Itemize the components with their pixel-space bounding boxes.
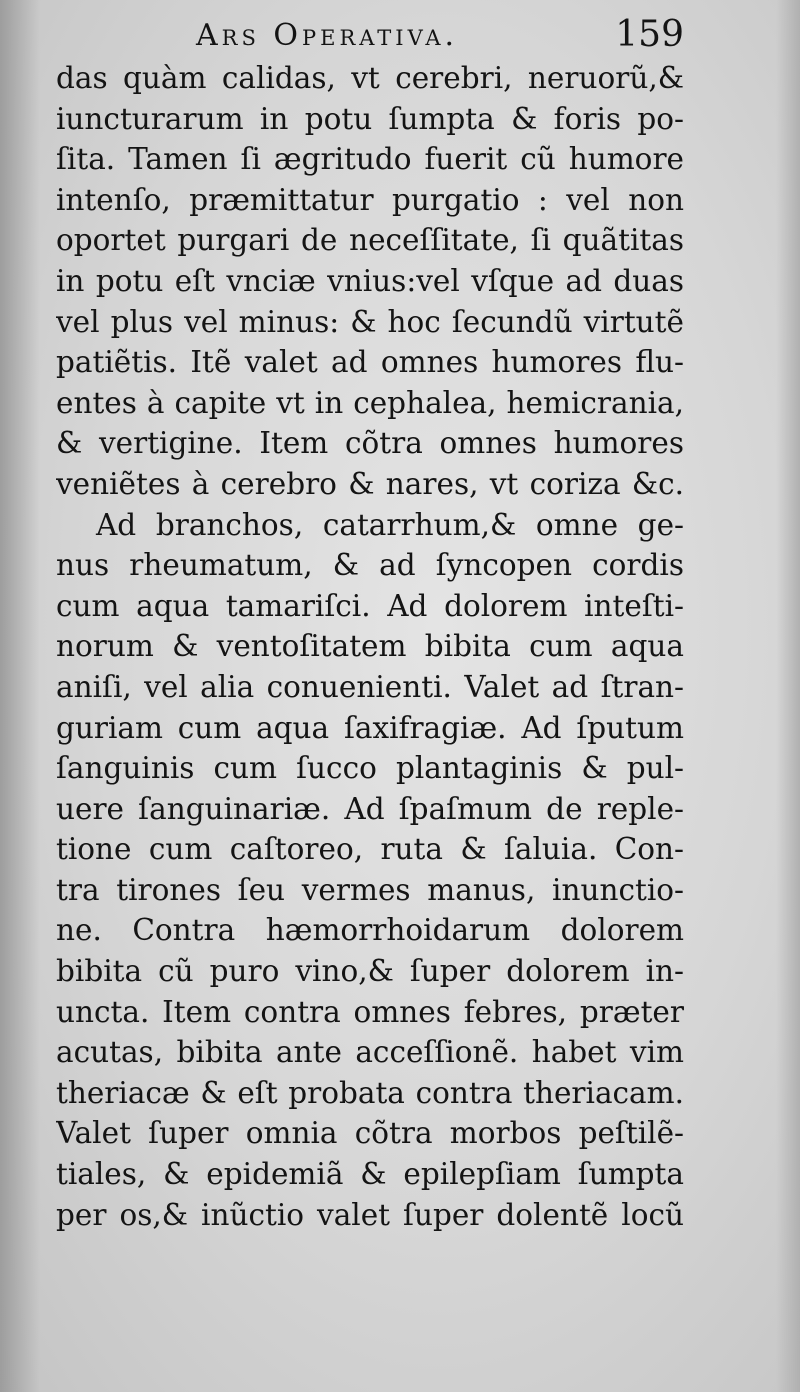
text-line: cum aqua tamariſci. Ad dolorem inteſti- — [56, 588, 684, 623]
text-line: patiẽtis. Itẽ valet ad omnes humores flu- — [56, 345, 684, 380]
page-edge-shadow — [776, 0, 800, 1392]
text-line: intenſo, præmittatur purgatio : vel non — [56, 182, 684, 217]
text-line: iuncturarum in potu ſumpta & foris po- — [56, 101, 684, 136]
body-text — [56, 58, 684, 1235]
text-line: Valet ſuper omnia cõtra morbos peſtilẽ- — [56, 1116, 684, 1151]
text-line: veniẽtes à cerebro & nares, vt coriza &c. — [56, 466, 684, 501]
text-line: in potu eſt vnciæ vnius:vel vſque ad duas — [56, 263, 684, 298]
text-line: bibita cũ puro vino,& ſuper dolorem in- — [56, 954, 684, 989]
text-line: nus rheumatum, & ad ſyncopen cordis — [56, 548, 684, 583]
page-number: 159 — [615, 14, 684, 55]
text-line: norum & ventoſitatem bibita cum aqua — [56, 629, 684, 664]
text-line: acutas, bibita ante acceſſionẽ. habet vim — [56, 1035, 684, 1070]
text-line: das quàm calidas, vt cerebri, neruorũ,& — [56, 61, 684, 95]
text-line: guriam cum aqua ſaxifragiæ. Ad ſputum — [56, 710, 684, 745]
text-line: ne. Contra hæmorrhoidarum dolorem — [56, 913, 684, 948]
text-line: uncta. Item contra omnes febres, præter — [56, 994, 684, 1029]
text-line: entes à capite vt in cephalea, hemicrania, — [56, 385, 684, 420]
gutter-shadow — [0, 0, 40, 1392]
paragraph-start-line: Ad branchos, catarrhum,& omne ge- — [96, 507, 684, 542]
text-line: vel plus vel minus: & hoc ſecundũ virtutẽ — [56, 304, 684, 339]
running-head — [56, 14, 688, 58]
text-line: tra tirones ſeu vermes manus, inunctio- — [56, 872, 684, 907]
text-line: ſanguinis cum ſucco plantaginis & pul- — [56, 751, 684, 786]
text-line: uere ſanguinariæ. Ad ſpaſmum de reple- — [56, 791, 684, 826]
text-line: tione cum caſtoreo, ruta & ſaluia. Con- — [56, 832, 684, 867]
text-line: tiales, & epidemiã & epilepſiam ſumpta — [56, 1157, 684, 1192]
running-title: Ars Operativa. — [196, 18, 459, 53]
text-line: ſita. Tamen ſi ægritudo fuerit cũ humore — [56, 142, 684, 177]
text-line: per os,& inũctio valet ſuper dolentẽ locũ — [56, 1197, 684, 1232]
text-line: oportet purgari de neceſſitate, ſi quãtitas — [56, 223, 684, 258]
text-line: aniſi, vel alia conuenienti. Valet ad ſtran- — [56, 669, 684, 704]
text-line: theriacæ & eſt probata contra theriacam. — [56, 1075, 684, 1110]
text-line: & vertigine. Item cõtra omnes humores — [56, 426, 684, 461]
